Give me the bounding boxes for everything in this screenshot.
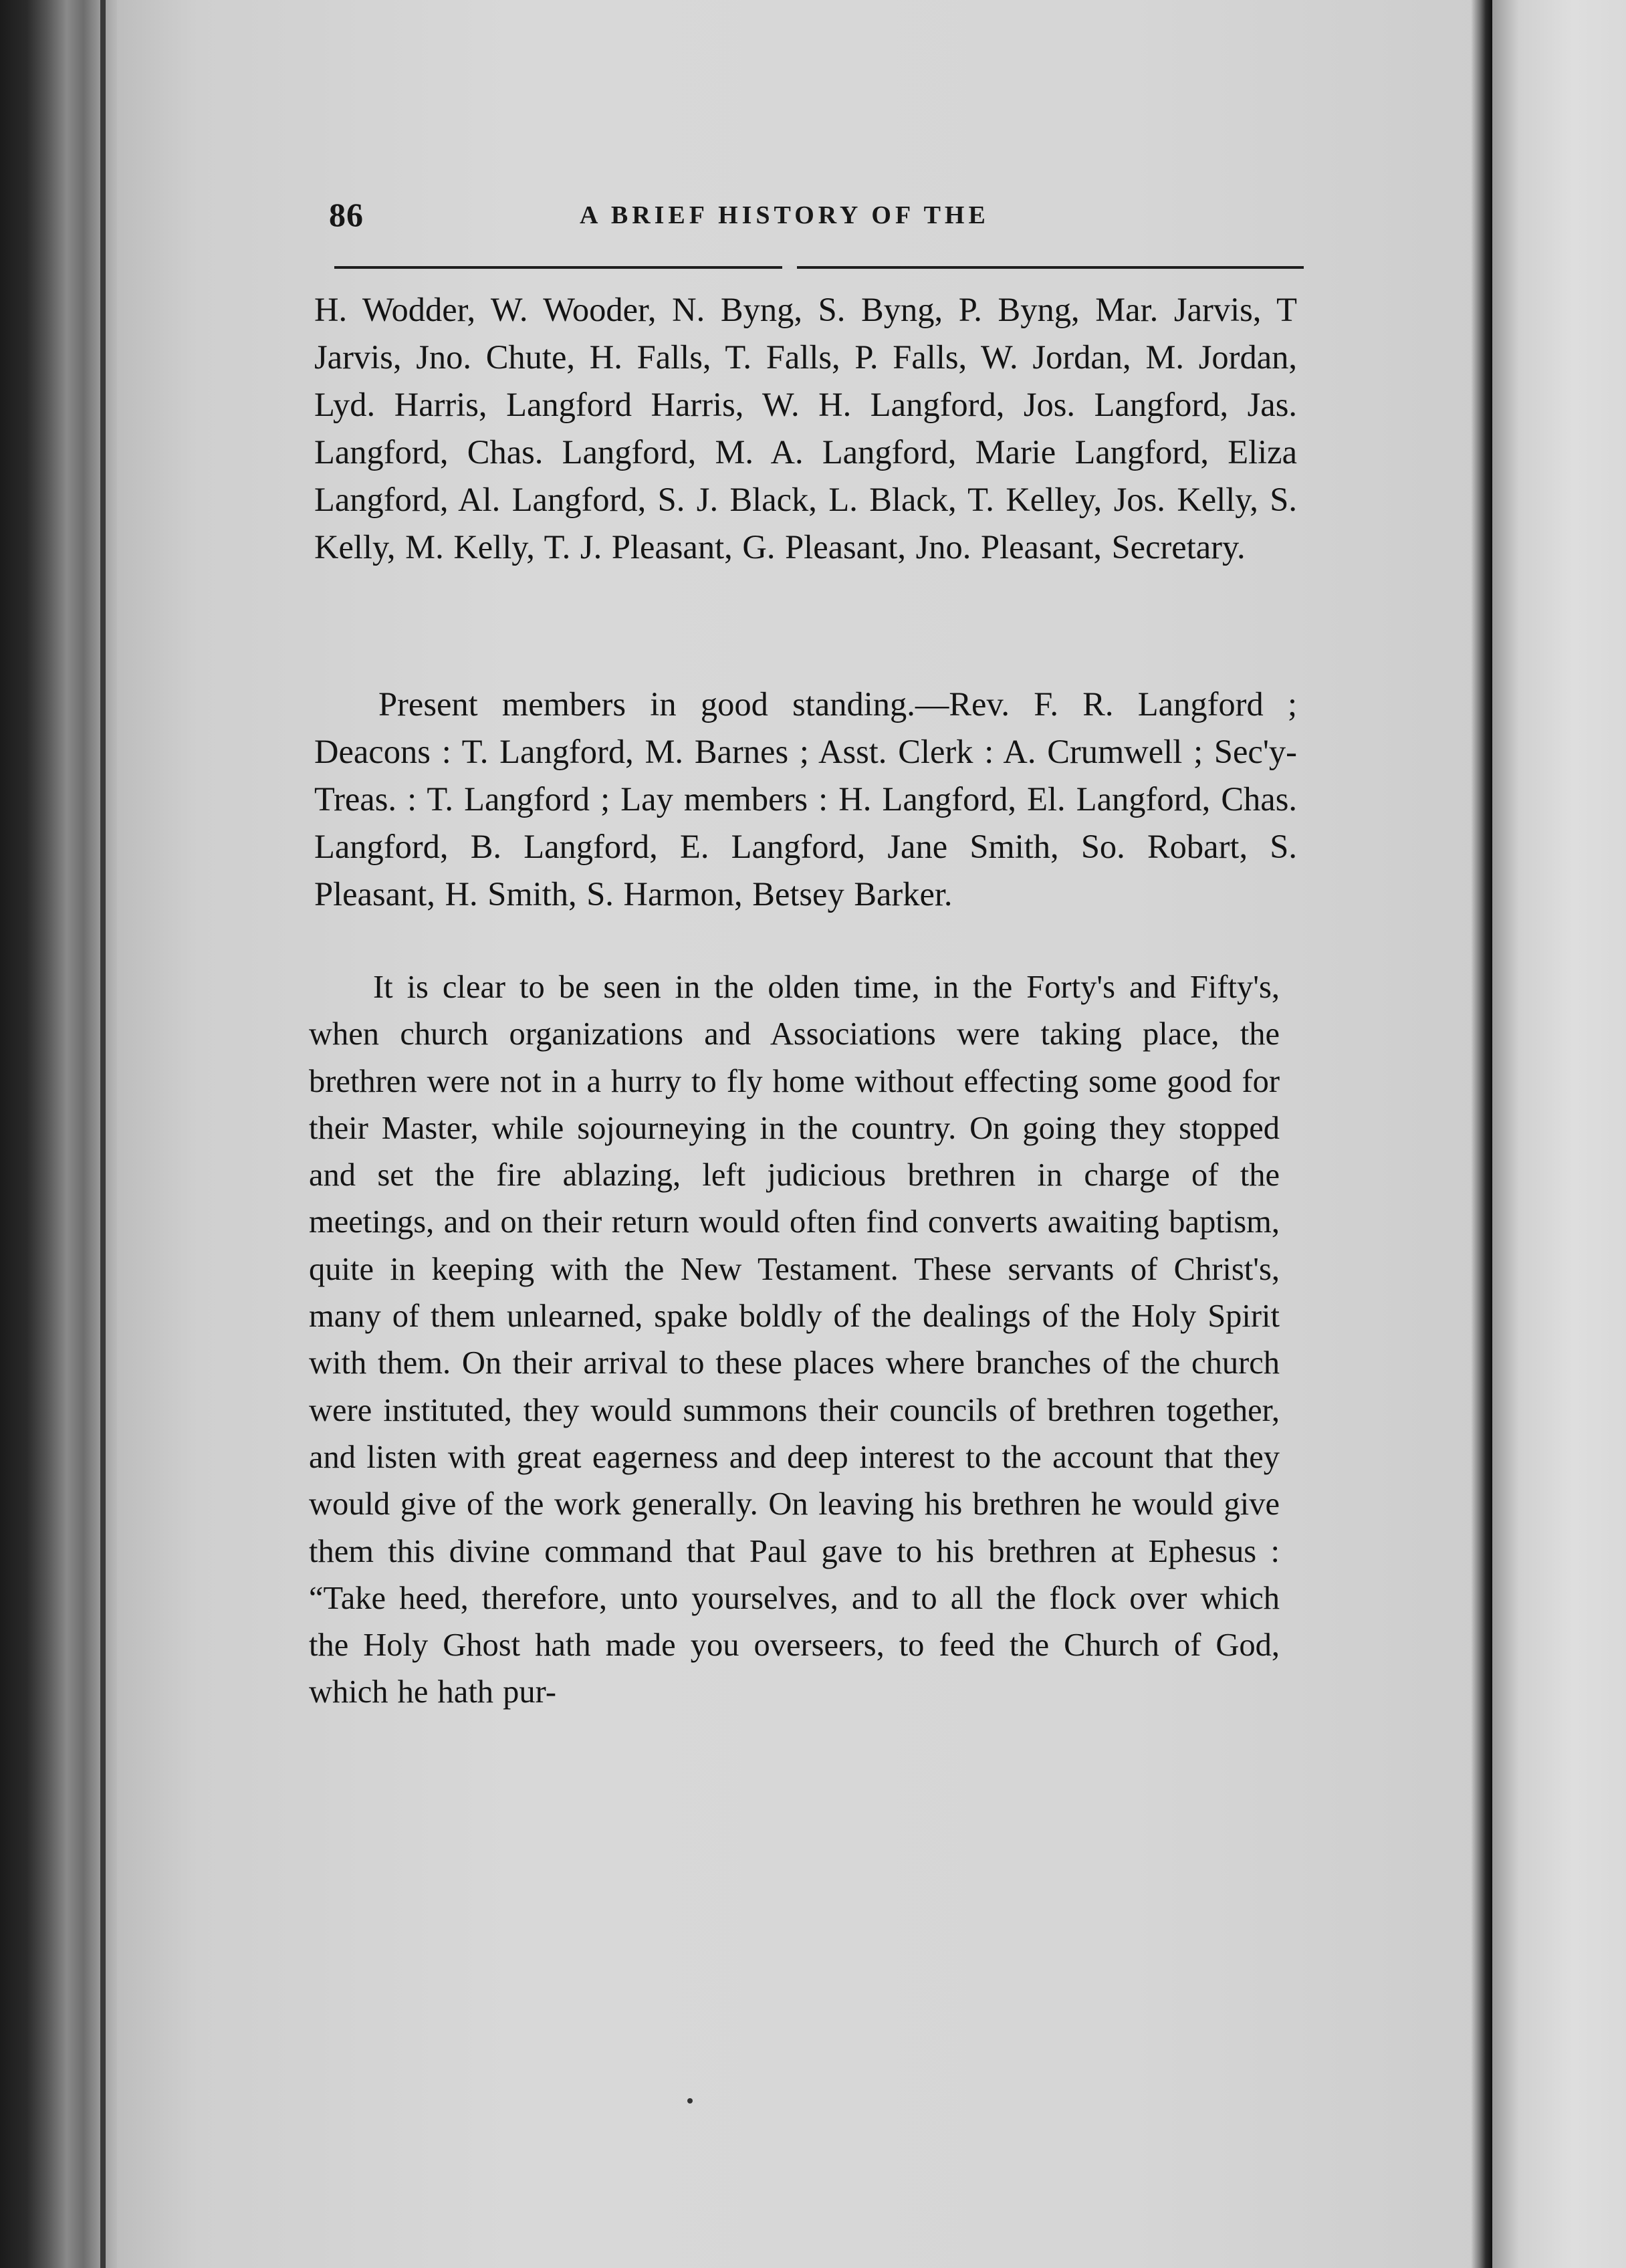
facing-page-edge (1492, 0, 1626, 2268)
book-binding-left (0, 0, 117, 2268)
page-header (329, 195, 1339, 249)
page-fold-shadow (1471, 0, 1492, 2268)
paragraph-text: H. Wodder, W. Wooder, N. Byng, S. Byng, P. Byng, Mar. Jarvis, T Jarvis, Jno. Chute, H. Falls, T. Falls, P. Falls, W. Jordan, M. Jordan, Lyd. Harris, Langford Harris, W. H. Langford, Jos. Langford, Jas. Langford, Chas. Langford, M. A. Langford, Marie Langford, Eliza Langford, Al. Langford, S. J. Black, L. Black, T. Kelley, Jos. Kelly, S. Kelly, M. Kelly, T. J. Pleasant, G. Pleasant, Jno. Pleasant, Secretary. (314, 291, 1297, 566)
page-number: 86 (329, 196, 364, 233)
ink-speck (687, 2098, 693, 2104)
header-rule (334, 266, 1304, 269)
paragraph-olden-time (309, 964, 1280, 1716)
running-head: A BRIEF HISTORY OF THE (580, 201, 990, 229)
header-rule-gap (782, 265, 797, 270)
paragraph-text: Present members in good standing.—Rev. F. R. Langford ; Deacons : T. Langford, M. Barnes ; Asst. Clerk : A. Crumwell ; Sec'y-Treas. : T. Langford ; Lay members : H. Langford, El. Langford, Chas. Langford, B. Langford, E. Langford, Jane Smith, So. Robart, S. Pleasant, H. Smith, S. Harmon, Betsey Barker. (314, 685, 1297, 913)
paragraph-member-list (314, 286, 1297, 571)
paragraph-present-members (314, 681, 1297, 918)
paragraph-text: It is clear to be seen in the olden time, in the Forty's and Fifty's, when church organizations and Associations were taking place, the brethren were not in a hurry to fly home without effecting some good for their Master, while sojourneying in the country. On going they stopped and set the fire ablazing, left judicious brethren in charge of the meetings, and on their return would often find converts awaiting baptism, quite in keeping with the New Testament. These servants of Christ's, many of them unlearned, spake boldly of the dealings of the Holy Spirit with them. On their arrival to these places where branches of the church were instituted, they would summons their councils of brethren together, and listen with great eagerness and deep interest to the account that they would give of the work generally. On leaving his brethren he would give them this divine command that Paul gave to his brethren at Ephesus : “Take heed, therefore, unto yourselves, and to all the flock over which the Holy Ghost hath made you overseers, to feed the Church of God, which he hath pur- (309, 970, 1280, 1710)
